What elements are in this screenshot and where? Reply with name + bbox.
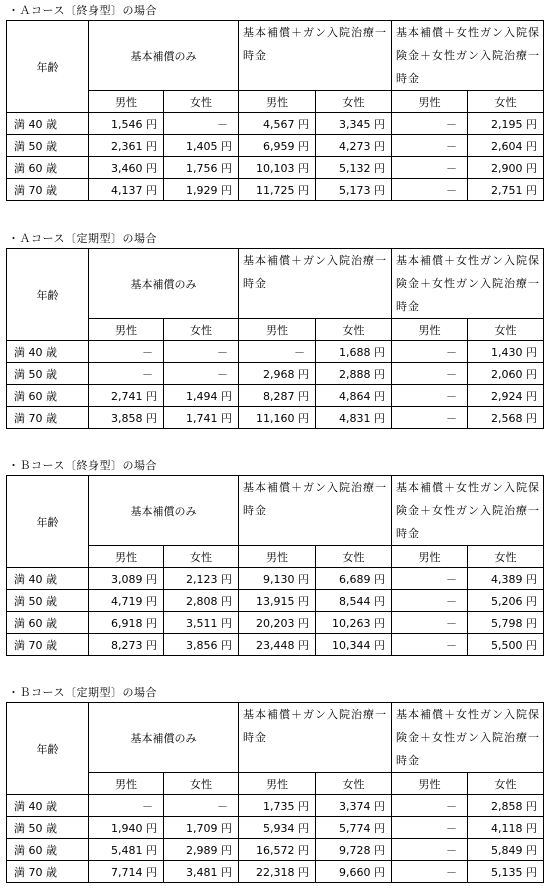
table-row: [7, 612, 544, 634]
premium-cell: －: [392, 157, 468, 179]
cancer-coverage-header: 基本補償＋ガン入院治療一時金: [239, 21, 392, 91]
premium-cell: 16,572 円: [239, 839, 316, 861]
female-header: 女性: [164, 319, 239, 341]
age-header: 年齢: [7, 249, 89, 341]
premium-cell: －: [392, 113, 468, 135]
premium-cell: 2,888 円: [316, 363, 392, 385]
premium-cell: 10,344 円: [316, 634, 392, 656]
male-header: 男性: [239, 546, 316, 568]
female-coverage-header: 基本補償＋女性ガン入院保険金＋女性ガン入院治療一時金: [392, 476, 544, 546]
premium-cell: 3,345 円: [316, 113, 392, 135]
age-cell: 満 60 歳: [7, 612, 89, 634]
age-cell: 満 40 歳: [7, 568, 89, 590]
male-header: 男性: [392, 773, 468, 795]
premium-cell: －: [392, 861, 468, 883]
premium-cell: 1,688 円: [316, 341, 392, 363]
premium-cell: 5,849 円: [468, 839, 544, 861]
premium-cell: 8,273 円: [89, 634, 164, 656]
table-row: [7, 795, 544, 817]
male-header: 男性: [392, 546, 468, 568]
premium-cell: 3,511 円: [164, 612, 239, 634]
premium-cell: 11,160 円: [239, 407, 316, 429]
premium-cell: 4,389 円: [468, 568, 544, 590]
premium-cell: 10,103 円: [239, 157, 316, 179]
premium-cell: 1,756 円: [164, 157, 239, 179]
premium-cell: 2,060 円: [468, 363, 544, 385]
premium-cell: －: [392, 817, 468, 839]
premium-cell: 2,989 円: [164, 839, 239, 861]
premium-cell: 1,405 円: [164, 135, 239, 157]
premium-cell: 9,130 円: [239, 568, 316, 590]
age-cell: 満 50 歳: [7, 363, 89, 385]
premium-cell: 5,798 円: [468, 612, 544, 634]
age-cell: 満 60 歳: [7, 385, 89, 407]
premium-cell: －: [392, 795, 468, 817]
premium-cell: 1,940 円: [89, 817, 164, 839]
premium-cell: 6,959 円: [239, 135, 316, 157]
premium-cell: －: [392, 407, 468, 429]
premium-cell: －: [392, 363, 468, 385]
age-cell: 満 40 歳: [7, 795, 89, 817]
section-title: ・Ａコース〔定期型〕の場合: [8, 232, 157, 245]
premium-cell: 4,864 円: [316, 385, 392, 407]
male-header: 男性: [239, 91, 316, 113]
premium-cell: 2,604 円: [468, 135, 544, 157]
premium-cell: －: [392, 179, 468, 201]
female-header: 女性: [468, 91, 544, 113]
male-header: 男性: [89, 546, 164, 568]
age-cell: 満 50 歳: [7, 135, 89, 157]
premium-cell: 2,568 円: [468, 407, 544, 429]
age-cell: 満 40 歳: [7, 113, 89, 135]
cancer-coverage-header: 基本補償＋ガン入院治療一時金: [239, 476, 392, 546]
table-row: [7, 113, 544, 135]
basic-coverage-header: 基本補償のみ: [89, 476, 239, 546]
age-header: 年齢: [7, 21, 89, 113]
premium-cell: 5,774 円: [316, 817, 392, 839]
age-cell: 満 70 歳: [7, 634, 89, 656]
table-row: [7, 385, 544, 407]
female-header: 女性: [316, 546, 392, 568]
premium-cell: 2,361 円: [89, 135, 164, 157]
table-row: [7, 839, 544, 861]
premium-table: [6, 702, 544, 883]
premium-cell: 1,546 円: [89, 113, 164, 135]
premium-cell: 5,500 円: [468, 634, 544, 656]
premium-cell: 1,709 円: [164, 817, 239, 839]
premium-cell: 4,831 円: [316, 407, 392, 429]
premium-cell: 2,858 円: [468, 795, 544, 817]
header-row: [7, 249, 544, 319]
premium-cell: 2,751 円: [468, 179, 544, 201]
premium-cell: 9,660 円: [316, 861, 392, 883]
age-cell: 満 60 歳: [7, 157, 89, 179]
female-header: 女性: [468, 546, 544, 568]
premium-cell: －: [164, 795, 239, 817]
premium-cell: 11,725 円: [239, 179, 316, 201]
table-row: [7, 817, 544, 839]
female-coverage-header: 基本補償＋女性ガン入院保険金＋女性ガン入院治療一時金: [392, 249, 544, 319]
premium-cell: 1,735 円: [239, 795, 316, 817]
premium-cell: －: [392, 634, 468, 656]
table-row: [7, 861, 544, 883]
table-row: [7, 590, 544, 612]
premium-cell: 6,689 円: [316, 568, 392, 590]
table-row: [7, 407, 544, 429]
age-cell: 満 70 歳: [7, 179, 89, 201]
table-row: [7, 135, 544, 157]
premium-cell: 7,714 円: [89, 861, 164, 883]
male-header: 男性: [89, 91, 164, 113]
premium-cell: 22,318 円: [239, 861, 316, 883]
female-coverage-header: 基本補償＋女性ガン入院保険金＋女性ガン入院治療一時金: [392, 21, 544, 91]
female-header: 女性: [164, 91, 239, 113]
male-header: 男性: [392, 91, 468, 113]
premium-cell: 1,430 円: [468, 341, 544, 363]
female-coverage-header: 基本補償＋女性ガン入院保険金＋女性ガン入院治療一時金: [392, 703, 544, 773]
basic-coverage-header: 基本補償のみ: [89, 703, 239, 773]
age-cell: 満 70 歳: [7, 861, 89, 883]
premium-cell: －: [164, 113, 239, 135]
premium-table: [6, 248, 544, 429]
premium-cell: 8,287 円: [239, 385, 316, 407]
premium-cell: 2,741 円: [89, 385, 164, 407]
table-row: [7, 363, 544, 385]
premium-cell: －: [392, 590, 468, 612]
male-header: 男性: [239, 773, 316, 795]
header-row: [7, 21, 544, 91]
premium-cell: 20,203 円: [239, 612, 316, 634]
premium-cell: 5,173 円: [316, 179, 392, 201]
age-cell: 満 40 歳: [7, 341, 89, 363]
premium-cell: －: [164, 341, 239, 363]
premium-cell: 8,544 円: [316, 590, 392, 612]
premium-cell: 5,934 円: [239, 817, 316, 839]
male-header: 男性: [239, 319, 316, 341]
premium-cell: －: [164, 363, 239, 385]
premium-cell: 1,929 円: [164, 179, 239, 201]
cancer-coverage-header: 基本補償＋ガン入院治療一時金: [239, 703, 392, 773]
premium-cell: 6,918 円: [89, 612, 164, 634]
premium-table: [6, 20, 544, 201]
premium-cell: －: [392, 568, 468, 590]
premium-cell: 5,132 円: [316, 157, 392, 179]
premium-cell: 9,728 円: [316, 839, 392, 861]
premium-cell: －: [392, 385, 468, 407]
premium-cell: 4,567 円: [239, 113, 316, 135]
female-header: 女性: [164, 546, 239, 568]
premium-cell: 3,460 円: [89, 157, 164, 179]
age-header: 年齢: [7, 476, 89, 568]
section-title: ・Ｂコース〔終身型〕の場合: [8, 459, 157, 472]
premium-cell: 4,118 円: [468, 817, 544, 839]
section-title: ・Ｂコース〔定期型〕の場合: [8, 686, 157, 699]
basic-coverage-header: 基本補償のみ: [89, 21, 239, 91]
premium-cell: －: [392, 839, 468, 861]
male-header: 男性: [392, 319, 468, 341]
premium-cell: －: [392, 135, 468, 157]
premium-cell: 5,481 円: [89, 839, 164, 861]
age-cell: 満 70 歳: [7, 407, 89, 429]
premium-cell: －: [89, 363, 164, 385]
premium-cell: 23,448 円: [239, 634, 316, 656]
female-header: 女性: [316, 319, 392, 341]
table-row: [7, 157, 544, 179]
premium-cell: －: [392, 341, 468, 363]
premium-cell: 3,374 円: [316, 795, 392, 817]
female-header: 女性: [316, 773, 392, 795]
premium-cell: 2,195 円: [468, 113, 544, 135]
premium-cell: 3,856 円: [164, 634, 239, 656]
premium-cell: 10,263 円: [316, 612, 392, 634]
premium-cell: 3,858 円: [89, 407, 164, 429]
table-row: [7, 634, 544, 656]
age-cell: 満 50 歳: [7, 590, 89, 612]
premium-cell: 2,808 円: [164, 590, 239, 612]
basic-coverage-header: 基本補償のみ: [89, 249, 239, 319]
premium-cell: 3,481 円: [164, 861, 239, 883]
premium-cell: －: [392, 612, 468, 634]
premium-cell: 4,137 円: [89, 179, 164, 201]
header-row: [7, 703, 544, 773]
male-header: 男性: [89, 773, 164, 795]
premium-cell: 2,123 円: [164, 568, 239, 590]
premium-cell: 4,273 円: [316, 135, 392, 157]
premium-cell: －: [89, 341, 164, 363]
premium-cell: －: [239, 341, 316, 363]
table-row: [7, 179, 544, 201]
premium-table: [6, 475, 544, 656]
premium-cell: 5,206 円: [468, 590, 544, 612]
male-header: 男性: [89, 319, 164, 341]
premium-cell: 2,968 円: [239, 363, 316, 385]
cancer-coverage-header: 基本補償＋ガン入院治療一時金: [239, 249, 392, 319]
female-header: 女性: [316, 91, 392, 113]
table-row: [7, 568, 544, 590]
age-header: 年齢: [7, 703, 89, 795]
section-title: ・Ａコース〔終身型〕の場合: [8, 4, 157, 17]
premium-cell: 3,089 円: [89, 568, 164, 590]
premium-cell: －: [89, 795, 164, 817]
age-cell: 満 60 歳: [7, 839, 89, 861]
premium-cell: 5,135 円: [468, 861, 544, 883]
header-row: [7, 476, 544, 546]
table-row: [7, 341, 544, 363]
female-header: 女性: [164, 773, 239, 795]
premium-cell: 2,900 円: [468, 157, 544, 179]
age-cell: 満 50 歳: [7, 817, 89, 839]
female-header: 女性: [468, 319, 544, 341]
premium-cell: 1,494 円: [164, 385, 239, 407]
premium-cell: 1,741 円: [164, 407, 239, 429]
premium-cell: 4,719 円: [89, 590, 164, 612]
premium-cell: 2,924 円: [468, 385, 544, 407]
premium-cell: 13,915 円: [239, 590, 316, 612]
female-header: 女性: [468, 773, 544, 795]
